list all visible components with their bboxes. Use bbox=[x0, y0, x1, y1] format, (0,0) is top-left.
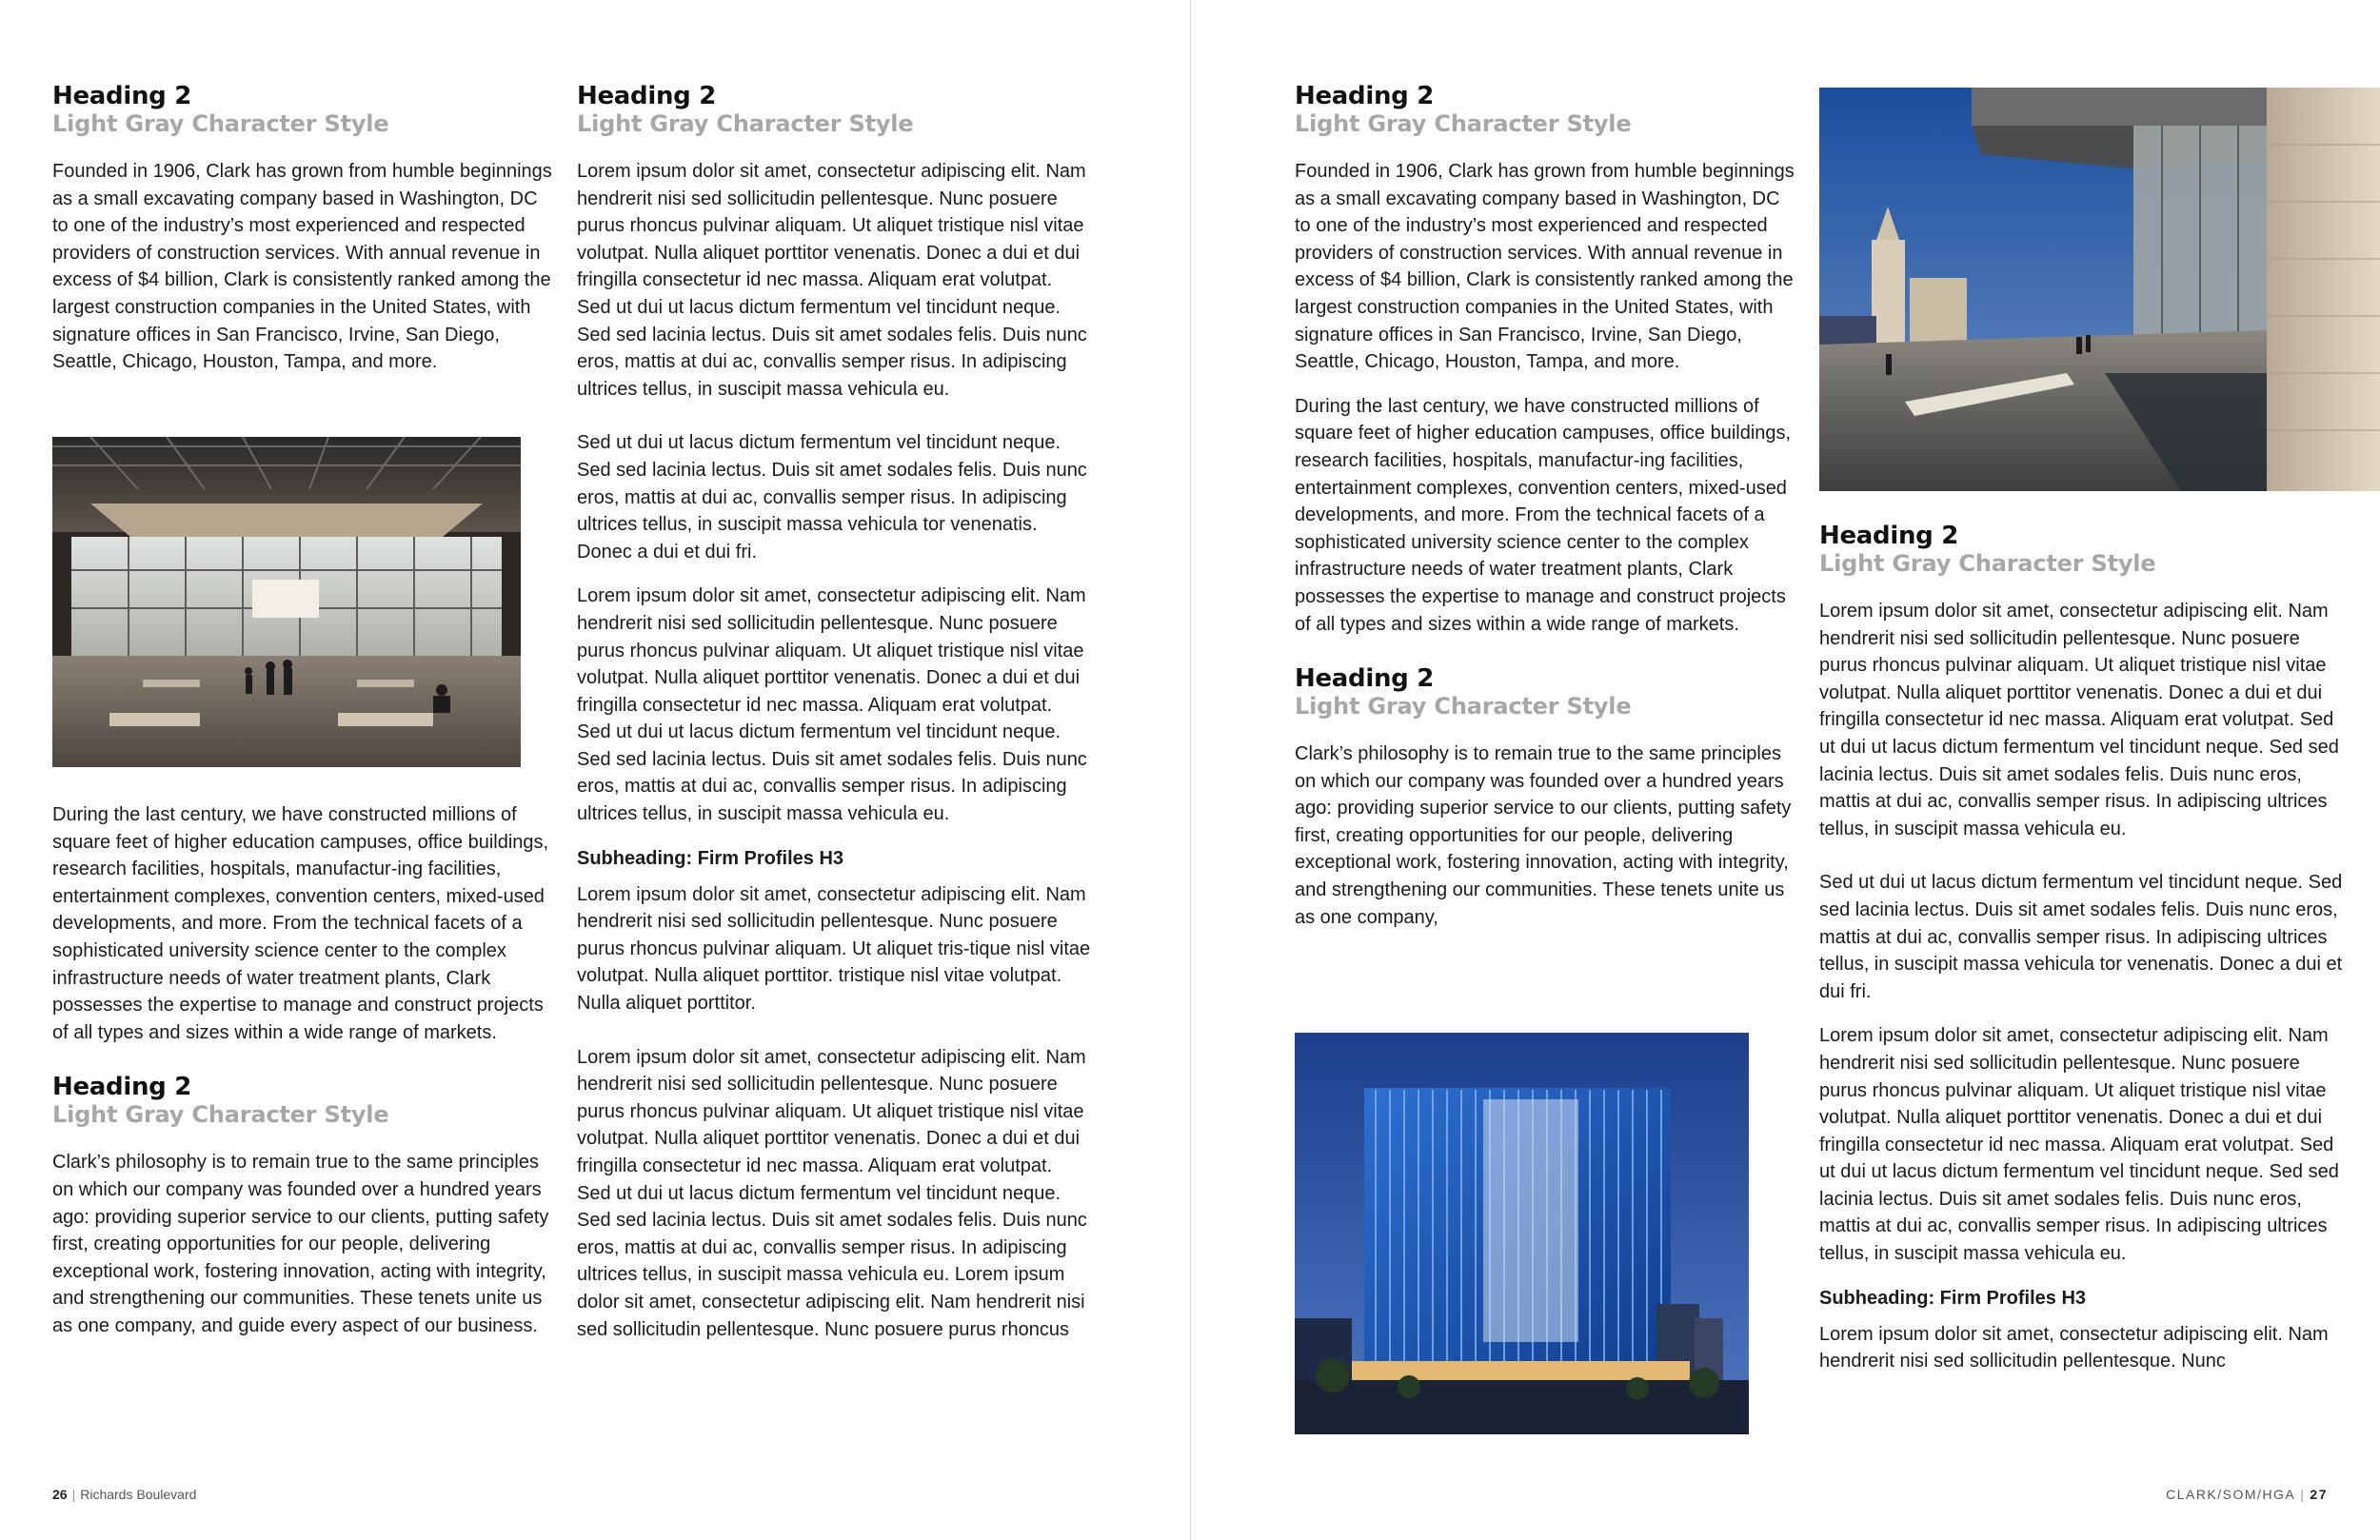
heading-2: Heading 2 bbox=[1819, 522, 1959, 550]
heading-2: Heading 2 bbox=[52, 1073, 192, 1102]
subheading-h3: Subheading: Firm Profiles H3 bbox=[1819, 1287, 2087, 1309]
courtyard-photo bbox=[52, 437, 521, 767]
glass-tower-photo bbox=[1295, 1033, 1749, 1434]
body-paragraph: Founded in 1906, Clark has grown from humble beginnings as a small excavating company based in Washington, DC to one of the industry’s most experienced and respected providers of construction services. With annual revenue in excess of $4 billion, Clark is consistently ranked among the largest construction companies in the United States, with signature offices in San Francisco, Irvine, San Diego, Seattle, Chicago, Houston, Tampa, and more. bbox=[52, 161, 552, 373]
left-page-footer bbox=[52, 1485, 196, 1504]
body-paragraph: Lorem ipsum dolor sit amet, consectetur adipiscing elit. Nam hendrerit nisi sed sollicitudin pellentesque. Nunc posuere purus rhoncus pulvinar aliquam. Ut aliquet tris-tique nisl vitae volutpat. Nulla aliquet porttitor. tristique nisl vitae volutpat. Nulla aliquet porttitor. bbox=[577, 883, 1091, 1015]
light-gray-subtitle: Light Gray Character Style bbox=[1295, 110, 1632, 137]
left-column-1 bbox=[52, 82, 552, 393]
light-gray-subtitle: Light Gray Character Style bbox=[1295, 693, 1632, 721]
page-number: 26 bbox=[52, 1487, 68, 1502]
footer-title: Richards Boulevard bbox=[80, 1487, 197, 1502]
body-paragraph: Lorem ipsum dolor sit amet, consectetur adipiscing elit. Nam hendrerit nisi sed sollicitudin pellentesque. Nunc bbox=[1819, 1323, 2329, 1372]
right-column-1 bbox=[1295, 82, 1799, 948]
plaza-night-photo bbox=[1819, 88, 2380, 491]
left-column-2 bbox=[577, 82, 1091, 1360]
left-column-1-lower bbox=[52, 801, 552, 1357]
heading-2: Heading 2 bbox=[1295, 82, 1435, 110]
footer-title: CLARK/SOM/HGA bbox=[2166, 1487, 2296, 1502]
right-page bbox=[1191, 0, 2380, 1540]
footer-separator: | bbox=[71, 1487, 76, 1502]
body-paragraph: Sed ut dui ut lacus dictum fermentum vel tincidunt neque. Sed sed lacinia lectus. Duis sit amet sodales felis. Duis nunc eros, mattis at dui ac, convallis semper risus. In adipiscing ultrices tellus, in suscipit massa vehicula tor venenatis. Donec a dui et dui fri. bbox=[577, 432, 1087, 563]
light-gray-subtitle: Light Gray Character Style bbox=[1819, 550, 2156, 577]
page-number: 27 bbox=[2310, 1487, 2328, 1502]
body-paragraph: During the last century, we have constructed millions of square feet of higher education campuses, office buildings, research facilities, hospitals, manufactur-ing facilities, entertainment complexes, convention centers, mixed-used developments, and more. From the technical facets of a sophisticated university science center to the complex infrastructure needs of water treatment plants, Clark possesses the expertise to manage and construct projects of all types and sizes within a wide range of markets. bbox=[52, 804, 549, 1043]
body-paragraph: Sed ut dui ut lacus dictum fermentum vel tincidunt neque. Sed sed lacinia lectus. Duis sit amet sodales felis. Duis nunc eros, mattis at dui ac, convallis semper risus. In adipiscing ultrices tellus, in suscipit massa vehicula tor venenatis. Donec a dui et dui fri. bbox=[1819, 872, 2343, 1002]
heading-2: Heading 2 bbox=[52, 82, 192, 110]
right-page-footer bbox=[2166, 1485, 2328, 1504]
body-paragraph: Founded in 1906, Clark has grown from humble beginnings as a small excavating company based in Washington, DC to one of the industry’s most experienced and respected providers of construction services. With annual revenue in excess of $4 billion, Clark is consistently ranked among the largest construction companies in the United States, with signature offices in San Francisco, Irvine, San Diego, Seattle, Chicago, Houston, Tampa, and more. bbox=[1295, 161, 1795, 373]
body-paragraph: Lorem ipsum dolor sit amet, consectetur adipiscing elit. Nam hendrerit nisi sed sollicitudin pellentesque. Nunc posuere purus rhoncus pulvinar aliquam. Ut aliquet tristique nisl vitae volutpat. Nulla aliquet porttitor venenatis. Donec a dui et dui fringilla consectetur id nec massa. Aliquam erat volutpat. Sed ut dui ut lacus dictum fermentum vel tincidunt neque. Sed sed lacinia lectus. Duis sit amet sodales felis. Duis nunc eros, mattis at dui ac, convallis semper risus. In adipiscing ultrices tellus, in suscipit massa vehicula eu. bbox=[1819, 1025, 2339, 1265]
light-gray-subtitle: Light Gray Character Style bbox=[52, 1101, 389, 1129]
heading-2: Heading 2 bbox=[1295, 664, 1435, 694]
body-paragraph: Lorem ipsum dolor sit amet, consectetur adipiscing elit. Nam hendrerit nisi sed sollicitudin pellentesque. Nunc posuere purus rhoncus pulvinar aliquam. Ut aliquet tristique nisl vitae volutpat. Nulla aliquet porttitor venenatis. Donec a dui et dui fringilla consectetur id nec massa. Aliquam erat volutpat. Sed ut dui ut lacus dictum fermentum vel tincidunt neque. Sed sed lacinia lectus. Duis sit amet sodales felis. Duis nunc eros, mattis at dui ac, convallis semper risus. In adipiscing ultrices tellus, in suscipit massa vehicula eu. Lorem ipsum dolor sit amet, consectetur adipiscing elit. Nam hendrerit nisi sed sollicitudin pellentesque. Nunc posuere purus rhoncus bbox=[577, 1046, 1087, 1340]
body-paragraph: Lorem ipsum dolor sit amet, consectetur adipiscing elit. Nam hendrerit nisi sed sollicitudin pellentesque. Nunc posuere purus rhoncus pulvinar aliquam. Ut aliquet tristique nisl vitae volutpat. Nulla aliquet porttitor venenatis. Donec a dui et dui fringilla consectetur id nec massa. Aliquam erat volutpat. Sed ut dui ut lacus dictum fermentum vel tincidunt neque. Sed sed lacinia lectus. Duis sit amet sodales felis. Duis nunc eros, mattis at dui ac, convallis semper risus. In adipiscing ultrices tellus, in suscipit massa vehicula eu. bbox=[577, 585, 1087, 825]
courtyard-illustration bbox=[52, 437, 521, 767]
right-column-2 bbox=[1819, 522, 2352, 1392]
body-paragraph: Lorem ipsum dolor sit amet, consectetur adipiscing elit. Nam hendrerit nisi sed sollicitudin pellentesque. Nunc posuere purus rhoncus pulvinar aliquam. Ut aliquet tristique nisl vitae volutpat. Nulla aliquet porttitor venenatis. Donec a dui et dui fringilla consectetur id nec massa. Aliquam erat volutpat. Sed ut dui ut lacus dictum fermentum vel tincidunt neque. Sed sed lacinia lectus. Duis sit amet sodales felis. Duis nunc eros, mattis at dui ac, convallis semper risus. In adipiscing ultrices tellus, in suscipit massa vehicula eu. bbox=[1819, 601, 2339, 839]
heading-2: Heading 2 bbox=[577, 82, 717, 110]
footer-separator: | bbox=[2300, 1487, 2306, 1502]
body-paragraph: During the last century, we have constructed millions of square feet of higher education campuses, office buildings, research facilities, hospitals, manufactur-ing facilities, entertainment complexes, convention centers, mixed-used developments, and more. From the technical facets of a sophisticated university science center to the complex infrastructure needs of water treatment plants, Clark possesses the expertise to manage and construct projects of all types and sizes within a wide range of markets. bbox=[1295, 395, 1792, 635]
body-paragraph: Lorem ipsum dolor sit amet, consectetur adipiscing elit. Nam hendrerit nisi sed sollicitudin pellentesque. Nunc posuere purus rhoncus pulvinar aliquam. Ut aliquet tristique nisl vitae volutpat. Nulla aliquet porttitor venenatis. Donec a dui et dui fringilla consectetur id nec massa. Aliquam erat volutpat. Sed ut dui ut lacus dictum fermentum vel tincidunt neque. Sed sed lacinia lectus. Duis sit amet sodales felis. Duis nunc eros, mattis at dui ac, convallis semper risus. In adipiscing ultrices tellus, in suscipit massa vehicula eu. bbox=[577, 161, 1087, 400]
glass-tower-illustration bbox=[1295, 1033, 1749, 1434]
body-paragraph: Clark’s philosophy is to remain true to the same principles on which our company was founded over a hundred years ago: providing superior service to our clients, putting safety first, creating opportunities for our people, delivering exceptional work, fostering innovation, acting with integrity, and strengthening our communities. These tenets unite us as one company, bbox=[1295, 743, 1792, 928]
light-gray-subtitle: Light Gray Character Style bbox=[52, 110, 389, 137]
body-paragraph: Clark’s philosophy is to remain true to the same principles on which our company was founded over a hundred years ago: providing superior service to our clients, putting safety first, creating opportunities for our people, delivering exceptional work, fostering innovation, acting with integrity, and strengthening our communities. These tenets unite us as one company, and guide every aspect of our business. bbox=[52, 1152, 549, 1336]
plaza-night-illustration bbox=[1819, 88, 2380, 491]
light-gray-subtitle: Light Gray Character Style bbox=[577, 110, 914, 137]
subheading-h3: Subheading: Firm Profiles H3 bbox=[577, 847, 844, 869]
